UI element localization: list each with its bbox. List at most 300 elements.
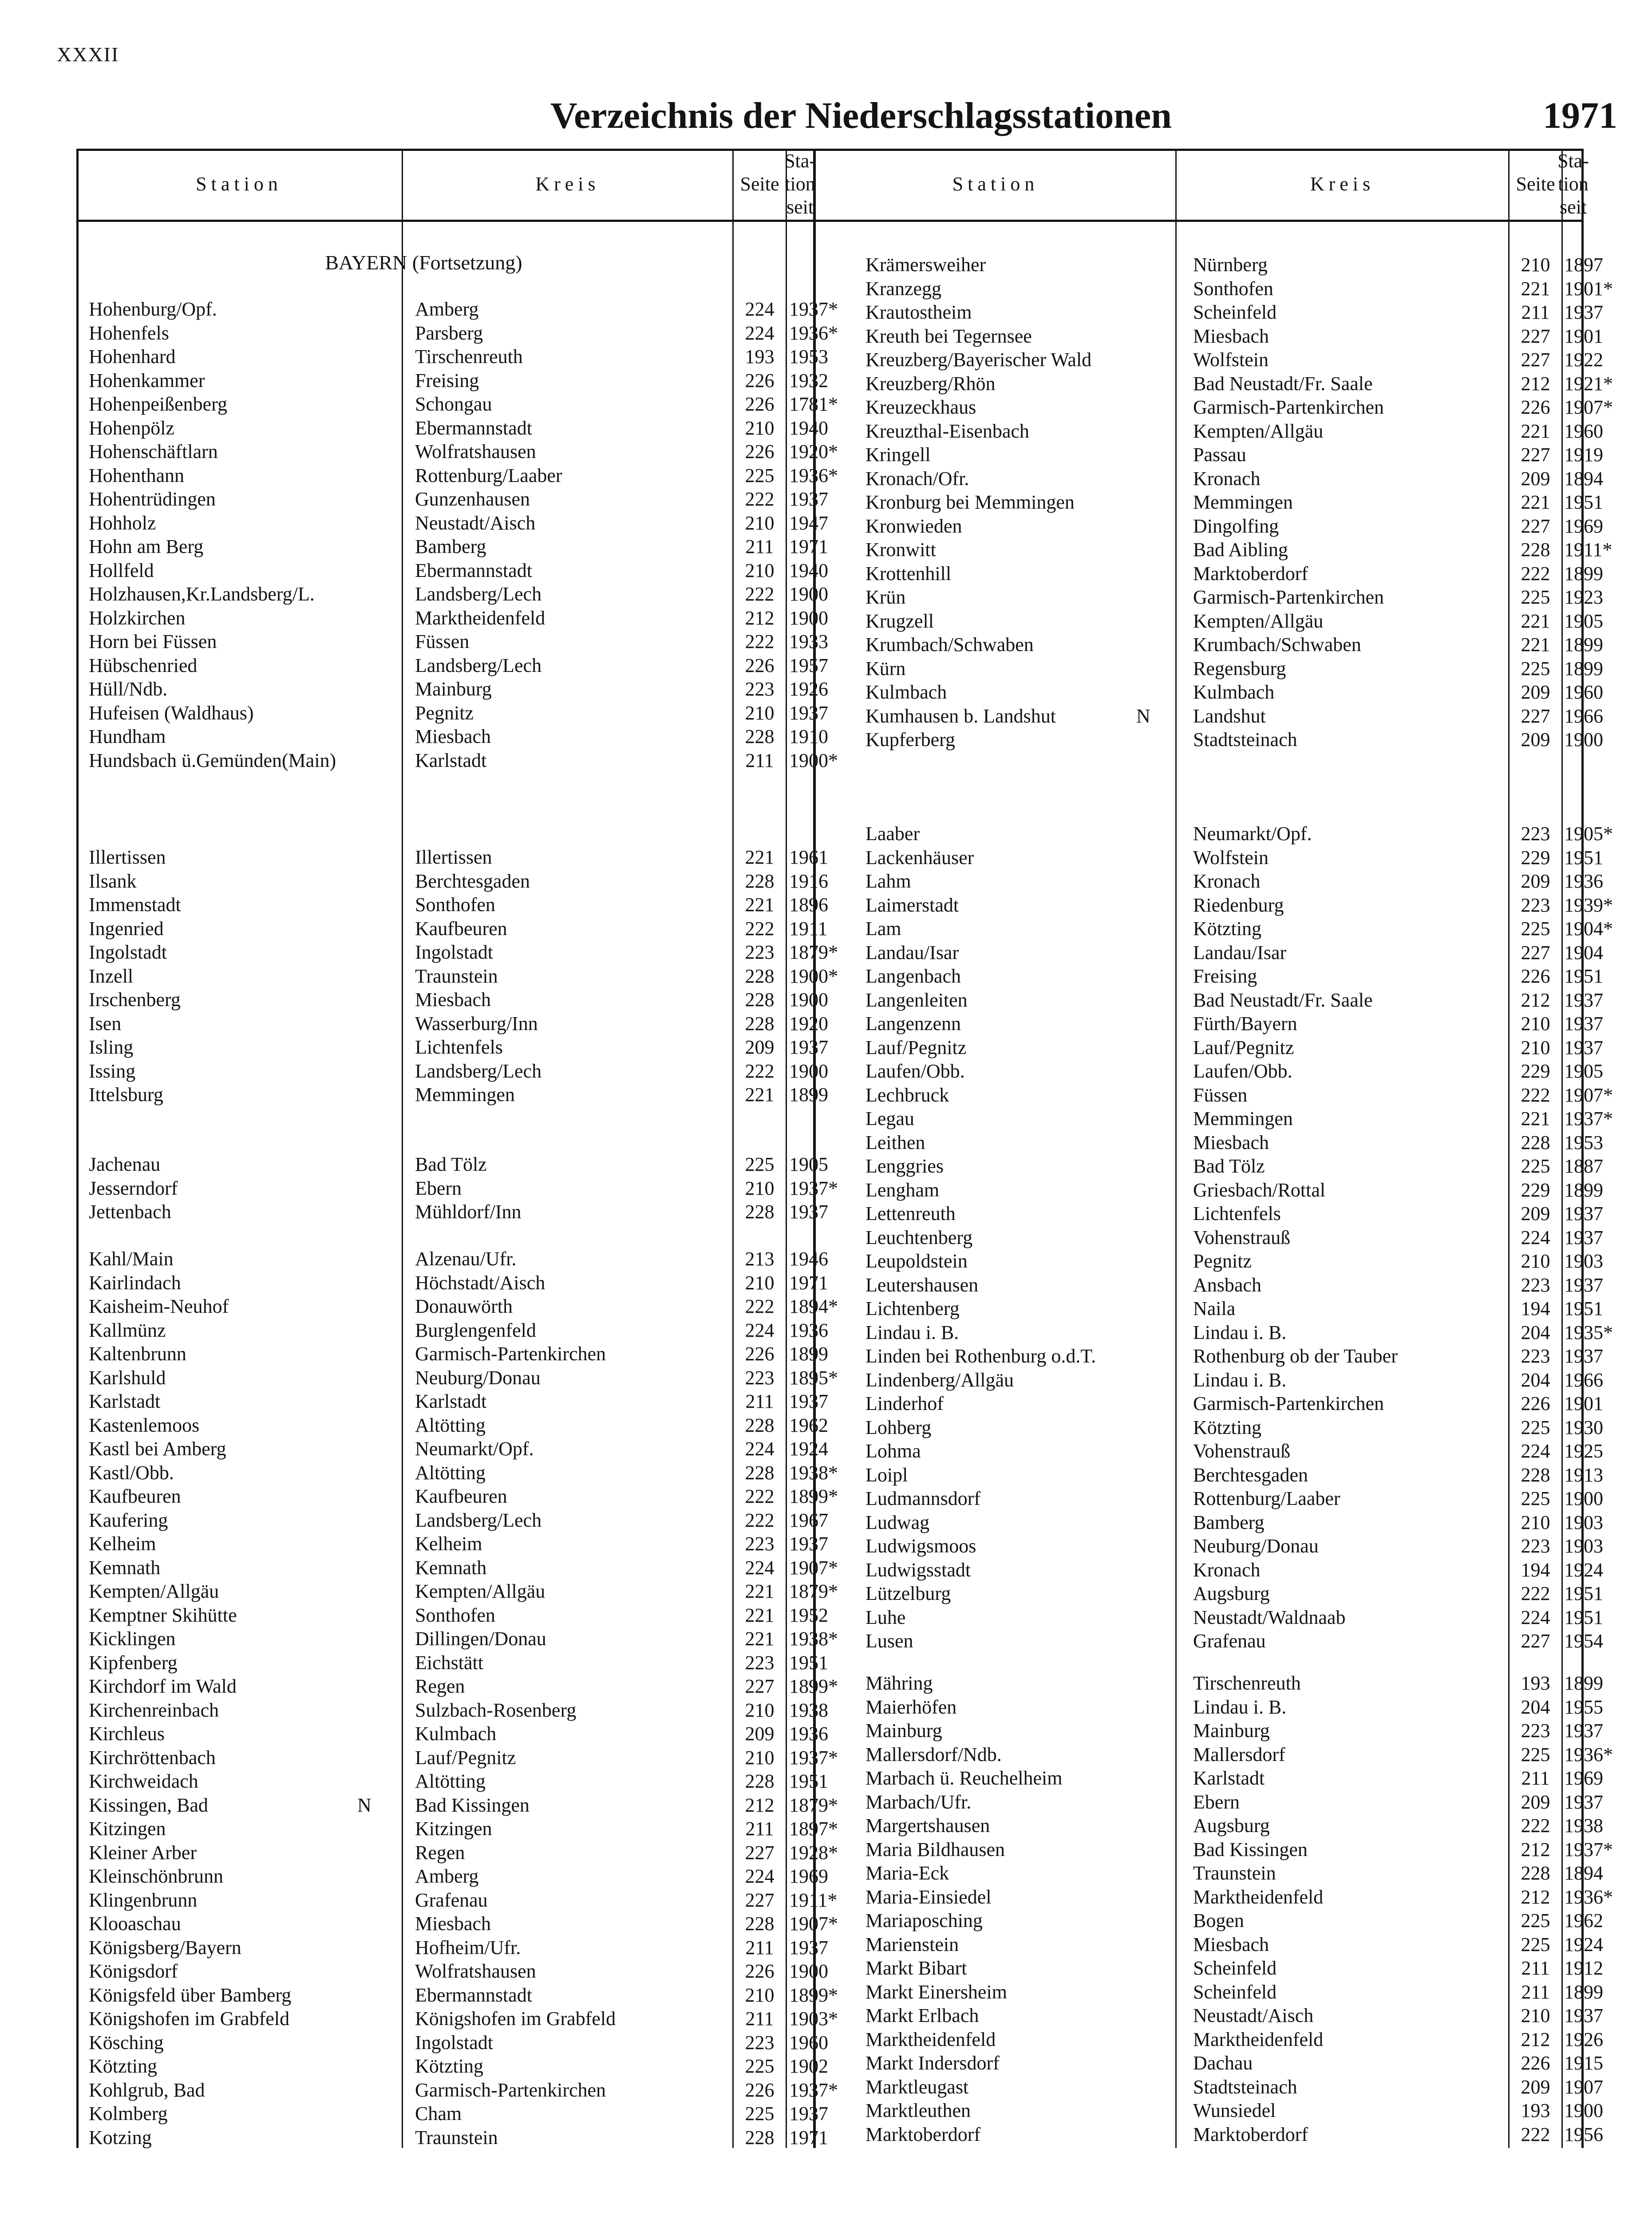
cell-station: Kirchröttenbach — [89, 1746, 216, 1769]
cell-station: Kissingen, Bad — [89, 1794, 208, 1816]
table-row — [0, 2051, 1652, 2075]
cell-seite: 209 — [745, 1036, 775, 1058]
cell-seite: 227 — [1521, 1630, 1550, 1652]
cell-seit: 1900 — [1564, 729, 1603, 750]
cell-seit: 1901 — [1564, 1393, 1603, 1414]
cell-seit: 1930 — [1564, 1416, 1603, 1438]
cell-seit: 1937 — [789, 1533, 828, 1555]
cell-station: Horn bei Füssen — [89, 631, 217, 652]
cell-seite: 210 — [745, 559, 775, 581]
cell-seit: 1905 — [1564, 1060, 1603, 1082]
cell-seite: 194 — [1521, 1559, 1550, 1581]
table-row — [0, 1671, 1652, 1695]
table-row — [0, 538, 1652, 561]
cell-kreis: Neuburg/Donau — [1193, 1535, 1319, 1557]
cell-seit: 1920* — [789, 441, 838, 462]
cell-seite: 221 — [745, 846, 775, 868]
cell-seite: 225 — [745, 2055, 775, 2077]
cell-station: Klooaschau — [89, 1913, 181, 1935]
table-row — [0, 1178, 1652, 1202]
cell-kreis: Karlstadt — [415, 749, 487, 771]
cell-seit: 1937 — [789, 1936, 828, 1958]
cell-seit: 1925 — [1564, 1440, 1603, 1462]
cell-seit: 1907* — [789, 1556, 838, 1579]
cell-kreis: Grafenau — [1193, 1630, 1266, 1652]
cell-kreis: Sulzbach-Rosenberg — [415, 1699, 577, 1721]
cell-seite: 228 — [1521, 1464, 1550, 1486]
cell-seit: 1957 — [789, 654, 828, 676]
cell-station: Hohentrüdingen — [89, 488, 216, 510]
cell-seit: 1955 — [1564, 1696, 1603, 1718]
cell-seit: 1937 — [1564, 1203, 1603, 1224]
table-row — [0, 2028, 1652, 2051]
cell-kreis: Kulmbach — [415, 1723, 497, 1745]
cell-kreis: Hofheim/Ufr. — [415, 1936, 521, 1958]
cell-seite: 226 — [745, 1960, 775, 1982]
cell-seite: 224 — [1521, 1226, 1550, 1248]
cell-station: Königsfeld über Bamberg — [89, 1984, 292, 2006]
cell-seit: 1932 — [789, 369, 828, 391]
cell-kreis: Garmisch-Partenkirchen — [1193, 586, 1384, 608]
cell-station: Klingenbrunn — [89, 1889, 198, 1911]
page-number: XXXII — [57, 43, 119, 66]
cell-seit: 1935* — [1564, 1321, 1613, 1343]
cell-seite: 221 — [1521, 491, 1550, 513]
cell-station: Kreuzberg/Bayerischer Wald — [866, 349, 1092, 371]
cell-station: Lettenreuth — [866, 1203, 956, 1224]
cell-seit: 1905 — [789, 1153, 828, 1175]
cell-kreis: Kempten/Allgäu — [415, 1580, 545, 1602]
cell-seite: 228 — [745, 1414, 775, 1436]
table-row — [0, 1107, 1652, 1130]
cell-kreis: Rottenburg/Laaber — [1193, 1488, 1340, 1509]
cell-station: Kaisheim-Neuhof — [89, 1295, 229, 1317]
cell-kreis: Miesbach — [1193, 325, 1269, 347]
cell-kreis: Lindau i. B. — [1193, 1369, 1287, 1391]
cell-kreis: Vohenstrauß — [1193, 1226, 1291, 1248]
cell-station: Hohenfels — [89, 322, 169, 344]
table-row — [0, 1582, 1652, 1605]
cell-station: Kastenlemoos — [89, 1414, 200, 1436]
cell-seit: 1902 — [789, 2055, 828, 2077]
cell-seit: 1952 — [789, 1604, 828, 1626]
table-row — [0, 1511, 1652, 1534]
cell-seite: 225 — [1521, 657, 1550, 679]
cell-seite: 193 — [1521, 2100, 1550, 2121]
cell-seit: 1900 — [789, 989, 828, 1011]
cell-kreis: Mainburg — [1193, 1720, 1270, 1741]
cell-seite: 227 — [1521, 705, 1550, 727]
cell-kreis: Stadtsteinach — [1193, 2076, 1297, 2098]
cell-seite: 209 — [1521, 2076, 1550, 2098]
cell-seit: 1937 — [1564, 989, 1603, 1011]
cell-seite: 223 — [1521, 1345, 1550, 1367]
cell-station: Mähring — [866, 1672, 933, 1694]
cell-station: Ludmannsdorf — [866, 1488, 981, 1509]
table-row — [0, 1321, 1652, 1344]
cell-seit: 1951 — [1564, 1606, 1603, 1628]
cell-station: Krämersweiher — [866, 254, 986, 276]
cell-seit: 1951 — [789, 1651, 828, 1674]
cell-seit: 1905 — [1564, 610, 1603, 632]
cell-station: Laufen/Obb. — [866, 1060, 965, 1082]
cell-seit: 1899 — [789, 1343, 828, 1365]
cell-seit: 1961 — [789, 846, 828, 868]
cell-station: Loipl — [866, 1464, 908, 1486]
table-row — [0, 1743, 1652, 1766]
cell-seite: 222 — [745, 488, 775, 510]
cell-kreis: Schongau — [415, 393, 492, 415]
cell-seite: 221 — [745, 1580, 775, 1602]
cell-seit: 1960 — [1564, 420, 1603, 442]
cell-seite: 222 — [1521, 1815, 1550, 1836]
table-row — [0, 1814, 1652, 1837]
cell-kreis: Ebermannstadt — [415, 417, 532, 439]
cell-station: Hufeisen (Waldhaus) — [89, 702, 254, 724]
cell-seit: 1956 — [1564, 2123, 1603, 2145]
cell-kreis: Kötzting — [1193, 918, 1261, 940]
cell-seite: 227 — [745, 1841, 775, 1864]
table-row — [0, 1083, 1652, 1107]
cell-seit: 1899 — [1564, 562, 1603, 584]
cell-seit: 1969 — [789, 1865, 828, 1887]
cell-seite: 224 — [745, 1438, 775, 1460]
cell-station: Kipfenberg — [89, 1651, 178, 1674]
cell-seit: 1911 — [789, 917, 828, 940]
cell-kreis: Parsberg — [415, 322, 483, 344]
cell-kreis: Marktoberdorf — [1193, 562, 1308, 584]
cell-station: Landau/Isar — [866, 941, 959, 963]
cell-kreis: Garmisch-Partenkirchen — [415, 2079, 606, 2101]
cell-seit: 1969 — [1564, 515, 1603, 537]
cell-seit: 1937* — [1564, 1108, 1613, 1129]
cell-kreis: Alzenau/Ufr. — [415, 1248, 517, 1270]
cell-seite: 211 — [745, 1818, 774, 1840]
cell-station: Lechbruck — [866, 1084, 949, 1106]
cell-seite: 210 — [1521, 254, 1550, 276]
cell-seit: 1900 — [789, 607, 828, 629]
cell-seit: 1936 — [1564, 870, 1603, 892]
cell-seite: 225 — [745, 2103, 775, 2124]
header-seit-line2: tion — [785, 173, 815, 195]
cell-kreis: Riedenburg — [1193, 894, 1284, 916]
header-seit-line1: Sta- — [1557, 150, 1589, 172]
cell-seite: 222 — [745, 631, 775, 652]
cell-kreis: Miesbach — [415, 989, 491, 1011]
table-row — [0, 917, 1652, 940]
cell-station: Kupferberg — [866, 729, 955, 750]
cell-station: Kempten/Allgäu — [89, 1580, 219, 1602]
cell-seite: 225 — [1521, 1933, 1550, 1955]
cell-station: Hohenschäftlarn — [89, 441, 218, 462]
cell-seite: 228 — [745, 1913, 775, 1935]
cell-seite: 222 — [1521, 1084, 1550, 1106]
cell-station: Marktoberdorf — [866, 2123, 981, 2145]
cell-seite: 229 — [1521, 1179, 1550, 1201]
cell-seit: 1951 — [789, 1770, 828, 1792]
cell-kreis: Bamberg — [1193, 1511, 1265, 1533]
cell-seite: 223 — [745, 2031, 775, 2053]
cell-seit: 1937 — [1564, 1345, 1603, 1367]
header-kreis-right: Kreis — [1310, 173, 1375, 195]
cell-station: Inzell — [89, 965, 134, 987]
cell-seit: 1907* — [1564, 396, 1613, 418]
cell-seit: 1971 — [789, 2126, 828, 2148]
cell-kreis: Ebern — [415, 1177, 462, 1199]
cell-kreis: Kötzting — [415, 2055, 483, 2077]
header-kreis-left: Kreis — [535, 173, 600, 195]
cell-seite: 224 — [745, 298, 775, 320]
cell-kreis: Ebermannstadt — [415, 1984, 532, 2006]
cell-kreis: Wolfstein — [1193, 846, 1269, 869]
cell-seit: 1903 — [1564, 1535, 1603, 1557]
cell-kreis: Berchtesgaden — [1193, 1464, 1308, 1486]
cell-seite: 223 — [745, 678, 775, 700]
cell-kreis: Kaufbeuren — [415, 1485, 507, 1507]
cell-seit: 1937 — [1564, 2005, 1603, 2026]
cell-station: Laimerstadt — [866, 894, 959, 916]
cell-kreis: Marktheidenfeld — [1193, 2028, 1324, 2050]
cell-kreis: Landsberg/Lech — [415, 1060, 542, 1082]
cell-seite: 226 — [745, 2079, 775, 2101]
cell-station: Karlshuld — [89, 1366, 166, 1389]
cell-seit: 1911* — [1564, 539, 1612, 561]
cell-seit: 1946 — [789, 1248, 828, 1270]
cell-seit: 1899 — [1564, 1672, 1603, 1694]
cell-kreis: Pegnitz — [1193, 1250, 1252, 1272]
cell-seit: 1936* — [789, 464, 838, 486]
cell-station: Kaltenbrunn — [89, 1343, 186, 1365]
cell-station: Kürn — [866, 657, 906, 679]
table-row — [0, 1790, 1652, 1814]
cell-seit: 1951 — [1564, 491, 1603, 513]
cell-seit: 1879* — [789, 941, 838, 963]
cell-station: Kranzegg — [866, 277, 942, 300]
cell-seit: 1899 — [1564, 657, 1603, 679]
cell-seite: 221 — [745, 1628, 775, 1650]
cell-seit: 1910 — [789, 726, 828, 747]
cell-station: Kitzingen — [89, 1818, 166, 1840]
cell-kreis: Kitzingen — [415, 1818, 492, 1840]
cell-kreis: Lauf/Pegnitz — [415, 1746, 516, 1769]
cell-kreis: Nürnberg — [1193, 254, 1268, 276]
cell-seit: 1937 — [789, 1390, 828, 1412]
cell-seit: 1901* — [1564, 277, 1613, 300]
cell-kreis: Lichtenfels — [415, 1036, 503, 1058]
cell-note: N — [1136, 705, 1150, 727]
cell-station: Lohma — [866, 1440, 921, 1462]
cell-seite: 227 — [1521, 941, 1550, 963]
cell-station: Kastl/Obb. — [89, 1461, 174, 1484]
cell-station: Maria-Eck — [866, 1862, 949, 1884]
cell-seit: 1936 — [789, 1723, 828, 1745]
cell-seit: 1903 — [1564, 1250, 1603, 1272]
cell-kreis: Augsburg — [1193, 1583, 1270, 1604]
cell-station: Lenggries — [866, 1155, 944, 1177]
table-row — [0, 941, 1652, 964]
cell-seit: 1781* — [789, 393, 838, 415]
cell-station: Irschenberg — [89, 989, 181, 1011]
cell-seite: 226 — [1521, 965, 1550, 987]
cell-kreis: Illertissen — [415, 846, 492, 868]
cell-kreis: Bad Neustadt/Fr. Saale — [1193, 372, 1373, 395]
cell-seite: 222 — [745, 1485, 775, 1507]
table-row — [0, 443, 1652, 466]
cell-station: Kötzting — [89, 2055, 157, 2077]
cell-seite: 204 — [1521, 1369, 1550, 1391]
cell-seite: 210 — [745, 417, 775, 439]
cell-kreis: Bad Tölz — [1193, 1155, 1265, 1177]
cell-seit: 1938 — [789, 1699, 828, 1721]
cell-station: Königsdorf — [89, 1960, 178, 1982]
cell-kreis: Miesbach — [1193, 1131, 1269, 1153]
cell-seit: 1951 — [1564, 846, 1603, 869]
header-station-right: Station — [952, 173, 1039, 195]
table-row — [0, 2075, 1652, 2099]
cell-station: Hübschenried — [89, 654, 198, 676]
cell-seit: 1916 — [789, 870, 828, 892]
cell-seite: 228 — [1521, 1862, 1550, 1884]
cell-seite: 210 — [745, 1984, 775, 2006]
cell-seite: 224 — [1521, 1606, 1550, 1628]
cell-kreis: Füssen — [1193, 1084, 1248, 1106]
cell-station: Mallersdorf/Ndb. — [866, 1743, 1002, 1765]
cell-seit: 1951 — [1564, 1298, 1603, 1319]
cell-seite: 223 — [1521, 1720, 1550, 1741]
cell-station: Kreuth bei Tegernsee — [866, 325, 1032, 347]
table-row — [0, 1059, 1652, 1083]
cell-kreis: Naila — [1193, 1298, 1236, 1319]
cell-seite: 209 — [1521, 681, 1550, 703]
cell-seite: 212 — [745, 607, 775, 629]
cell-station: Leithen — [866, 1131, 925, 1153]
table-row — [0, 300, 1652, 324]
cell-kreis: Altötting — [415, 1414, 486, 1436]
table-row — [0, 324, 1652, 348]
cell-kreis: Tirschenreuth — [1193, 1672, 1301, 1694]
cell-seite: 212 — [1521, 1886, 1550, 1908]
cell-seit: 1960 — [789, 2031, 828, 2053]
cell-station: Kreuzthal-Eisenbach — [866, 420, 1029, 442]
cell-seite: 225 — [1521, 1910, 1550, 1931]
cell-seit: 1900 — [789, 1060, 828, 1082]
cell-kreis: Regensburg — [1193, 657, 1286, 679]
cell-seite: 211 — [745, 536, 774, 557]
cell-kreis: Freising — [415, 369, 479, 391]
cell-seite: 223 — [745, 1533, 775, 1555]
cell-seite: 210 — [745, 1177, 775, 1199]
cell-kreis: Amberg — [415, 298, 479, 320]
cell-station: Lackenhäuser — [866, 846, 974, 869]
cell-station: Hüll/Ndb. — [89, 678, 168, 700]
cell-seit: 1913 — [1564, 1464, 1603, 1486]
cell-seit: 1937* — [789, 2079, 838, 2101]
cell-station: Hohenpölz — [89, 417, 175, 439]
cell-seit: 1923 — [1564, 586, 1603, 608]
table-row — [0, 1861, 1652, 1885]
table-row — [0, 1629, 1652, 1653]
cell-seit: 1926 — [1564, 2028, 1603, 2050]
cell-seite: 204 — [1521, 1696, 1550, 1718]
table-row — [0, 395, 1652, 419]
cell-seite: 226 — [745, 441, 775, 462]
cell-kreis: Amberg — [415, 1865, 479, 1887]
cell-kreis: Bad Tölz — [415, 1153, 487, 1175]
cell-kreis: Ingolstadt — [415, 2031, 493, 2053]
cell-station: Kreuzeckhaus — [866, 396, 976, 418]
cell-station: Königshofen im Grabfeld — [89, 2008, 290, 2029]
cell-seit: 1937 — [1564, 1720, 1603, 1741]
cell-seit: 1911* — [789, 1889, 838, 1911]
cell-seite: 226 — [745, 369, 775, 391]
cell-kreis: Kelheim — [415, 1533, 482, 1555]
table-row — [0, 1766, 1652, 1790]
cell-station: Ittelsburg — [89, 1084, 163, 1106]
cell-seit: 1921* — [1564, 372, 1613, 395]
cell-station: Karlstadt — [89, 1390, 161, 1412]
cell-seit: 1907* — [1564, 1084, 1613, 1106]
cell-seit: 1937 — [1564, 1036, 1603, 1058]
cell-seit: 1904 — [1564, 941, 1603, 963]
cell-seit: 1900* — [789, 965, 838, 987]
cell-seit: 1960 — [1564, 681, 1603, 703]
table-row — [0, 728, 1652, 751]
cell-seite: 210 — [1521, 1036, 1550, 1058]
cell-seit: 1951 — [1564, 1583, 1603, 1604]
cell-seite: 227 — [745, 1889, 775, 1911]
cell-kreis: Berchtesgaden — [415, 870, 530, 892]
cell-kreis: Neustadt/Aisch — [1193, 2005, 1314, 2026]
cell-kreis: Vohenstrauß — [1193, 1440, 1291, 1462]
table-row — [0, 1036, 1652, 1059]
cell-kreis: Traunstein — [1193, 1862, 1276, 1884]
cell-seite: 228 — [745, 2126, 775, 2148]
cell-kreis: Griesbach/Rottal — [1193, 1179, 1326, 1201]
cell-seit: 1937* — [789, 1177, 838, 1199]
cell-kreis: Karlstadt — [1193, 1767, 1265, 1789]
table-row — [0, 633, 1652, 656]
cell-seite: 223 — [1521, 894, 1550, 916]
table-row — [0, 609, 1652, 633]
cell-seit: 1969 — [1564, 1767, 1603, 1789]
cell-kreis: Dachau — [1193, 2052, 1253, 2074]
cell-station: Kohlgrub, Bad — [89, 2079, 205, 2101]
cell-seit: 1966 — [1564, 705, 1603, 727]
cell-kreis: Neustadt/Waldnaab — [1193, 1606, 1346, 1628]
table-row — [0, 964, 1652, 988]
cell-kreis: Burglengenfeld — [415, 1319, 536, 1341]
cell-seit: 1900* — [789, 749, 838, 771]
cell-seite: 222 — [745, 1295, 775, 1317]
cell-kreis: Memmingen — [1193, 1108, 1293, 1129]
cell-station: Kahl/Main — [89, 1248, 174, 1270]
cell-seit: 1900 — [1564, 1488, 1603, 1509]
cell-kreis: Altötting — [415, 1770, 486, 1792]
cell-seit: 1951 — [1564, 965, 1603, 987]
table-row — [0, 2099, 1652, 2122]
table-row — [0, 988, 1652, 1012]
cell-seite: 212 — [1521, 2028, 1550, 2050]
cell-station: Maria-Einsiedel — [866, 1886, 992, 1908]
cell-station: Marktheidenfeld — [866, 2028, 996, 2050]
table-row — [0, 372, 1652, 395]
table-row — [0, 1885, 1652, 1909]
cell-kreis: Kempten/Allgäu — [1193, 610, 1324, 632]
cell-kreis: Lindau i. B. — [1193, 1696, 1287, 1718]
table-row — [0, 1933, 1652, 1956]
cell-kreis: Altötting — [415, 1461, 486, 1484]
header-seit-line2: tion — [1558, 173, 1589, 195]
